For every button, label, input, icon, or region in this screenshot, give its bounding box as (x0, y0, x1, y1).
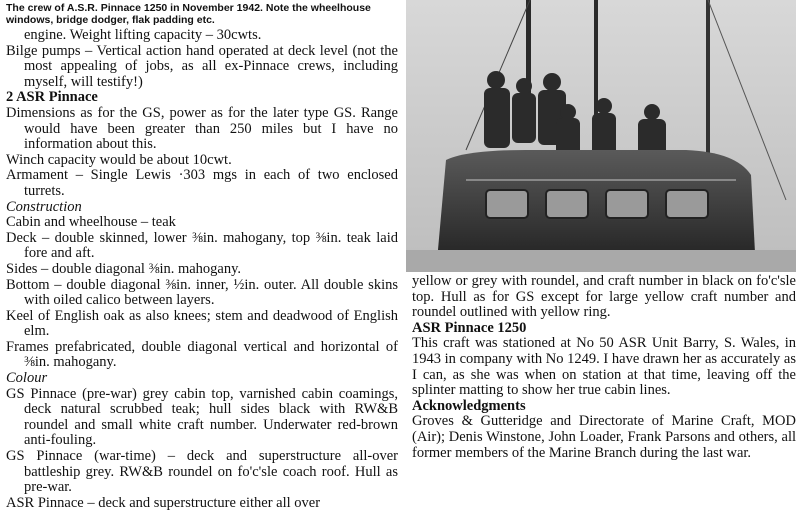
armament: Armament – Single Lewis ·303 mgs in each of two enclosed turrets. (6, 167, 398, 199)
crew-photo (406, 0, 796, 272)
sides: Sides – double diagonal ⅜in. mahogany. (6, 260, 242, 277)
winch: Winch capacity would be about 10cwt. (6, 151, 232, 168)
construction-heading: Construction (6, 198, 82, 215)
station-paragraph: This craft was stationed at No 50 ASR Unit Barry, S. Wales, in 1943 in company with No 1249. I have drawn her as accurately as I can, as she was when on station at that time, leaving off the splinter matting to show her true cabin lines. (412, 335, 796, 399)
weight-line: engine. Weight lifting capacity – 30cwts. (24, 27, 262, 43)
acknowledgments-text: Groves & Gutteridge and Directorate of Marine Craft, MOD (Air); Denis Winstone, John Loader, Frank Parsons and others, all former members of the Marine Branch during the last war. (412, 413, 796, 461)
asr-start: ASR Pinnace – deck and superstructure either all over (6, 494, 321, 511)
section-heading-1250: ASR Pinnace 1250 (412, 319, 527, 336)
right-column (412, 274, 796, 461)
colour-heading: Colour (6, 370, 48, 387)
gs-prewar: GS Pinnace (pre-war) grey cabin top, varnished cabin coamings, deck natural scrubbed teak; hull sides black with RW&B roundel and small white craft number. Underwater red-brown anti-fouling. (6, 385, 398, 449)
gs-wartime: GS Pinnace (war-time) – deck and superstructure all-over battleship grey. RW&B roundel on fo'c'sle coach roof. Hull as pre-war. (6, 448, 398, 496)
section-heading-asr-pinnace: 2 ASR Pinnace (6, 89, 98, 106)
acknowledgments-heading: Acknowledgments (412, 397, 526, 414)
frames: Frames prefabricated, double diagonal vertical and horizontal of ⅜in. mahogany. (6, 338, 398, 371)
cabin: Cabin and wheelhouse – teak (6, 214, 176, 231)
deck: Deck – double skinned, lower ⅜in. mahogany, top ⅜in. teak laid fore and aft. (6, 229, 398, 262)
dimensions: Dimensions as for the GS, power as for the later type GS. Range would have been greater than 250 miles but I have no information about this. (6, 104, 398, 153)
photo-caption: The crew of A.S.R. Pinnace 1250 in November 1942. Note the wheelhouse windows, bridge dodger, flak padding etc. (6, 2, 371, 26)
bilge-pumps: Bilge pumps – Vertical action hand operated at deck level (not the most appealing of jobs, as all ex-Pinnace crews, including myself, will testify!) (6, 42, 398, 90)
crew-photo-drawing (406, 0, 796, 272)
left-column (6, 2, 398, 511)
keel: Keel of English oak as also knees; stem and deadwood of English elm. (6, 307, 398, 340)
bottom: Bottom – double diagonal ⅜in. inner, ½in. outer. All double skins with oiled calico between layers. (6, 276, 398, 309)
colour-continuation: yellow or grey with roundel, and craft number in black on fo'c'sle top. Hull as for GS except for large yellow craft number and roundel outlined with yellow ring. (412, 273, 796, 321)
